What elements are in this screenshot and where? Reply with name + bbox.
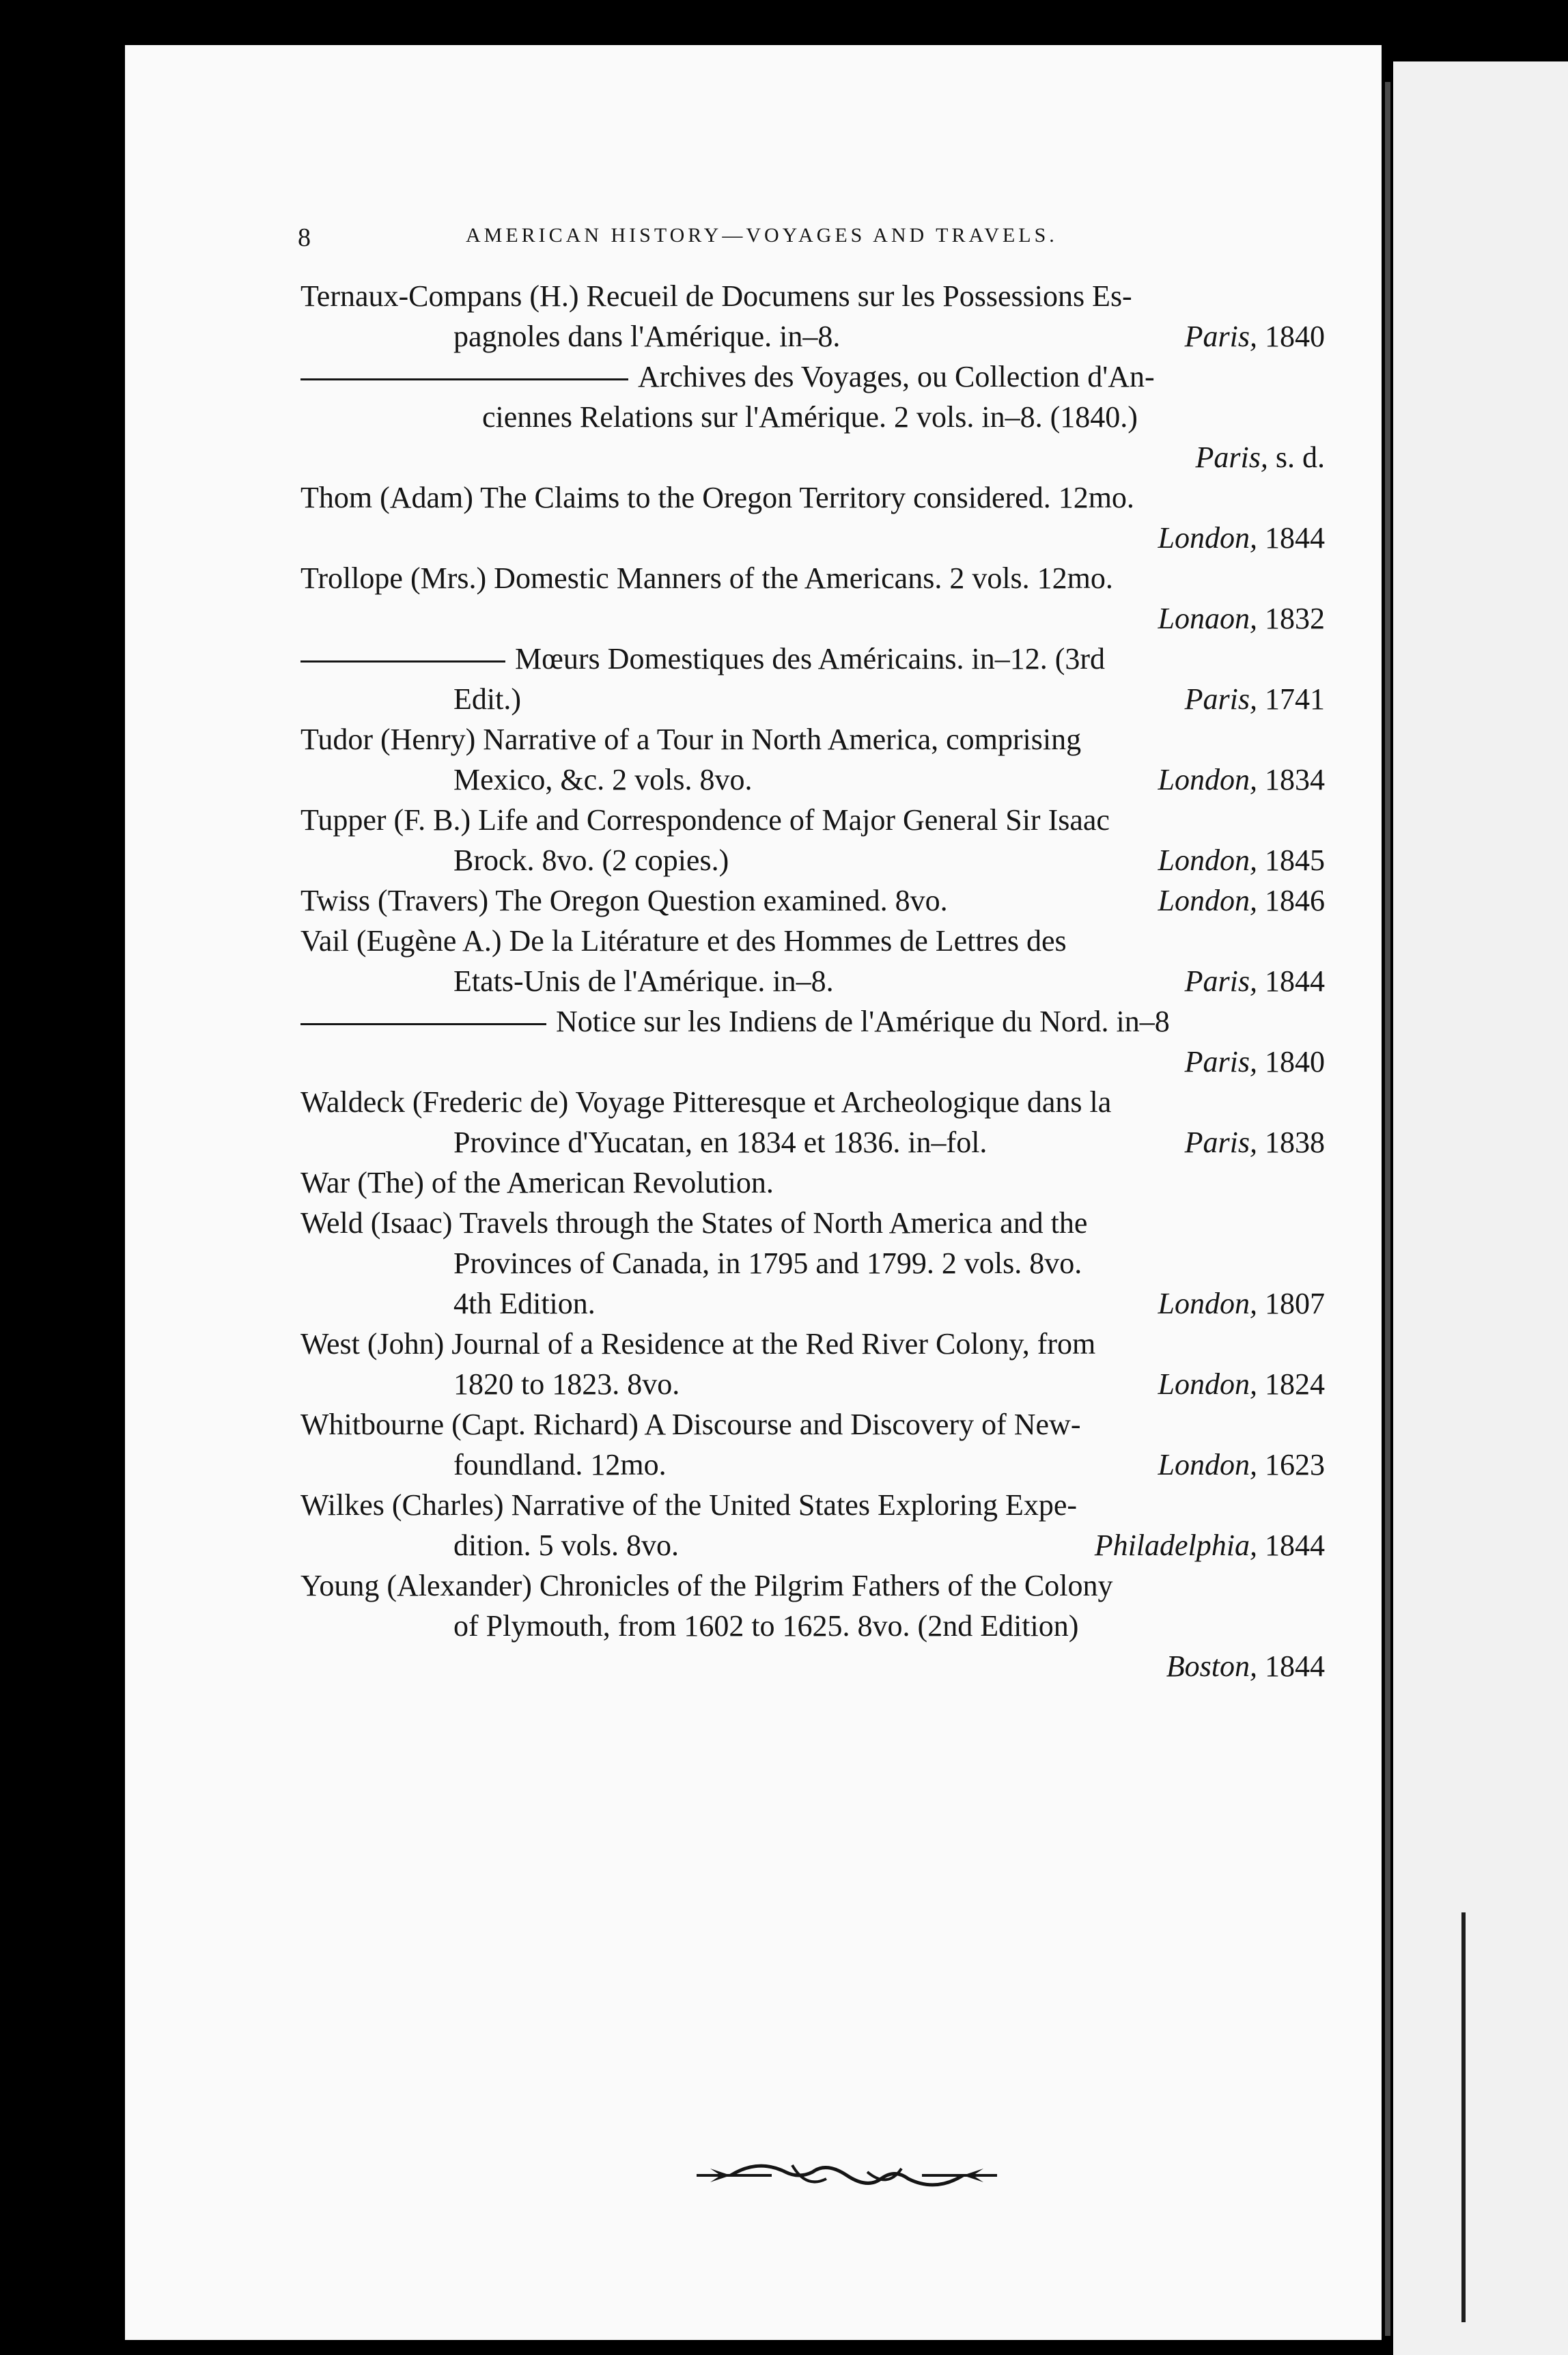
imprint — [1185, 1122, 1325, 1162]
ditto-dash — [300, 1023, 546, 1025]
imprint-year: 1741 — [1265, 682, 1325, 716]
imprint-place: London, — [1158, 521, 1257, 555]
imprint-year: 1845 — [1265, 844, 1325, 877]
entry-text: of Plymouth, from 1602 to 1625. 8vo. (2nd Edition) — [453, 1609, 1079, 1643]
imprint — [1158, 1364, 1325, 1404]
entry-line — [300, 316, 1325, 357]
entry-line — [300, 840, 1325, 880]
entry-line — [300, 1324, 1325, 1364]
entry-line — [300, 1001, 1325, 1042]
entry-text: Tudor (Henry) Narrative of a Tour in North America, comprising — [300, 723, 1082, 756]
imprint-year: 1844 — [1265, 1649, 1325, 1683]
entry-line — [300, 1485, 1325, 1525]
imprint-place: London, — [1158, 763, 1257, 796]
entry-line — [300, 880, 1325, 921]
imprint-year: 1840 — [1265, 1045, 1325, 1078]
entry-text: Archives des Voyages, ou Collection d'An- — [638, 360, 1155, 393]
entry-text: Province d'Yucatan, en 1834 et 1836. in–fol. — [453, 1126, 988, 1159]
imprint — [1158, 760, 1325, 800]
ditto-dash — [300, 378, 628, 380]
tailpiece-ornament — [690, 2151, 1004, 2199]
imprint-year: s. d. — [1275, 441, 1325, 474]
entry-text: Provinces of Canada, in 1795 and 1799. 2 vols. 8vo. — [453, 1246, 1082, 1280]
entry-line — [300, 1565, 1325, 1606]
entry-line — [300, 961, 1325, 1001]
entry-line — [300, 1364, 1325, 1404]
imprint-year: 1844 — [1265, 521, 1325, 555]
entry-line — [300, 1082, 1325, 1122]
entry-text: Edit.) — [453, 682, 521, 716]
imprint — [1185, 679, 1325, 719]
imprint-place: Paris, — [1184, 1045, 1257, 1078]
imprint-year: 1623 — [1265, 1448, 1325, 1481]
imprint-place: Philadelphia, — [1094, 1529, 1257, 1562]
page-header — [298, 220, 1418, 254]
entry-line — [300, 639, 1325, 679]
entry-text: Trollope (Mrs.) Domestic Manners of the Americans. 2 vols. 12mo. — [300, 561, 1113, 595]
entry-line — [300, 1203, 1325, 1243]
entry-line — [300, 1283, 1325, 1324]
entry-line — [300, 518, 1325, 558]
facing-page-edge — [1393, 61, 1568, 2355]
imprint — [1185, 1042, 1325, 1082]
imprint — [1158, 880, 1325, 921]
entry-text: Ternaux-Compans (H.) Recueil de Documens sur les Possessions Es- — [300, 279, 1132, 313]
imprint-place: London, — [1158, 1448, 1257, 1481]
entry-text: Etats-Unis de l'Amérique. in–8. — [453, 964, 834, 998]
entry-text: foundland. 12mo. — [453, 1448, 667, 1481]
entry-text: Brock. 8vo. (2 copies.) — [453, 844, 729, 877]
entry-line — [300, 1606, 1325, 1646]
imprint — [1158, 1283, 1325, 1324]
entry-text: Mœurs Domestiques des Américains. in–12. (3rd — [515, 642, 1105, 675]
entry-line — [300, 1162, 1325, 1203]
imprint-year: 1838 — [1265, 1126, 1325, 1159]
imprint-place: Boston, — [1166, 1649, 1257, 1683]
entry-text: ciennes Relations sur l'Amérique. 2 vols. in–8. (1840.) — [482, 400, 1138, 434]
entry-text: Vail (Eugène A.) De la Litérature et des Hommes de Lettres des — [300, 924, 1067, 958]
entry-line — [300, 558, 1325, 598]
imprint-year: 1807 — [1265, 1287, 1325, 1320]
imprint-year: 1832 — [1265, 602, 1325, 635]
imprint — [1095, 1525, 1325, 1565]
entry-text: Thom (Adam) The Claims to the Oregon Territory considered. 12mo. — [300, 481, 1134, 514]
entry-text: Tupper (F. B.) Life and Correspondence of Major General Sir Isaac — [300, 803, 1110, 837]
entry-text: War (The) of the American Revolution. — [300, 1166, 774, 1199]
entry-line — [300, 477, 1325, 518]
entry-line — [300, 800, 1325, 840]
imprint — [1158, 598, 1325, 639]
entry-text: Whitbourne (Capt. Richard) A Discourse and Discovery of New- — [300, 1408, 1081, 1441]
entry-line — [300, 1404, 1325, 1445]
entry-text: Young (Alexander) Chronicles of the Pilgrim Fathers of the Colony — [300, 1569, 1113, 1602]
entry-line — [300, 276, 1325, 316]
page-gutter-line — [1461, 1912, 1466, 2322]
imprint-place: Lonaon, — [1158, 602, 1257, 635]
entry-line — [300, 1042, 1325, 1082]
entry-text: dition. 5 vols. 8vo. — [453, 1529, 680, 1562]
imprint — [1158, 518, 1325, 558]
imprint-place: Paris, — [1184, 964, 1257, 998]
entry-line — [300, 598, 1325, 639]
page-edge — [1385, 82, 1390, 2336]
imprint-year: 1844 — [1265, 964, 1325, 998]
entry-line — [300, 1445, 1325, 1485]
imprint-year: 1844 — [1265, 1529, 1325, 1562]
entry-text: West (John) Journal of a Residence at the Red River Colony, from — [300, 1327, 1096, 1361]
entry-line — [300, 679, 1325, 719]
entry-text: Notice sur les Indiens de l'Amérique du Nord. in–8 — [556, 1005, 1170, 1038]
entry-text: Wilkes (Charles) Narrative of the United States Exploring Expe- — [300, 1488, 1077, 1522]
entry-text: Weld (Isaac) Travels through the States of North America and the — [300, 1206, 1088, 1240]
imprint-place: Paris, — [1184, 1126, 1257, 1159]
imprint — [1166, 1646, 1325, 1686]
imprint-year: 1824 — [1265, 1367, 1325, 1401]
entry-text: 4th Edition. — [453, 1287, 596, 1320]
imprint-year: 1846 — [1265, 884, 1325, 917]
entry-text: Twiss (Travers) The Oregon Question examined. 8vo. — [300, 884, 948, 917]
bibliography-list — [300, 276, 1325, 1686]
entry-line — [300, 719, 1325, 760]
imprint — [1196, 437, 1325, 477]
imprint-place: Paris, — [1195, 441, 1268, 474]
imprint — [1158, 1445, 1325, 1485]
entry-text: 1820 to 1823. 8vo. — [453, 1367, 680, 1401]
entry-line — [300, 1525, 1325, 1565]
imprint — [1185, 316, 1325, 357]
entry-line — [300, 760, 1325, 800]
imprint-year: 1840 — [1265, 320, 1325, 353]
imprint-place: London, — [1158, 1287, 1257, 1320]
entry-line — [300, 1122, 1325, 1162]
imprint — [1185, 961, 1325, 1001]
entry-text: pagnoles dans l'Amérique. in–8. — [453, 320, 841, 353]
imprint-year: 1834 — [1265, 763, 1325, 796]
ditto-dash — [300, 660, 505, 663]
page-number: 8 — [298, 223, 311, 252]
entry-line — [300, 1243, 1325, 1283]
entry-line — [300, 397, 1325, 437]
imprint-place: Paris, — [1184, 320, 1257, 353]
entry-line — [300, 357, 1325, 397]
entry-text: Mexico, &c. 2 vols. 8vo. — [453, 763, 753, 796]
imprint-place: London, — [1158, 1367, 1257, 1401]
entry-line — [300, 437, 1325, 477]
entry-line — [300, 1646, 1325, 1686]
imprint-place: London, — [1158, 844, 1257, 877]
imprint-place: Paris, — [1184, 682, 1257, 716]
entry-line — [300, 921, 1325, 961]
imprint-place: London, — [1158, 884, 1257, 917]
imprint — [1158, 840, 1325, 880]
running-title: AMERICAN HISTORY—VOYAGES AND TRAVELS. — [466, 224, 1058, 247]
entry-text: Waldeck (Frederic de) Voyage Pitteresque et Archeologique dans la — [300, 1085, 1112, 1119]
